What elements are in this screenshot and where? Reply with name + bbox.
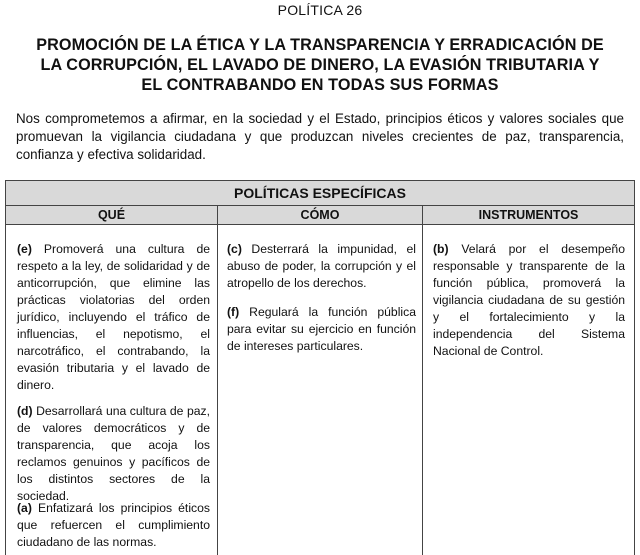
policy-item-b: [433, 241, 625, 360]
policy-item-a: [17, 500, 210, 551]
table-title: POLÍTICAS ESPECÍFICAS: [6, 181, 634, 206]
policy-item-c: [227, 241, 416, 292]
item-text: Enfatizará los principios éticos que refuercen el cumplimiento ciudadano de las normas.: [17, 501, 210, 549]
policy-number: POLÍTICA 26: [277, 2, 363, 18]
item-marker: (c): [227, 242, 242, 256]
column-header-que: QUÉ: [6, 206, 217, 225]
item-marker: (f): [227, 305, 240, 319]
column-header-como: CÓMO: [217, 206, 422, 225]
policy-item-f: [227, 304, 416, 355]
item-text: Desarrollará una cultura de paz, de valores democráticos y de transparencia, que acoja los reclamos genuinos y pacíficos de los distintos sectores de la sociedad.: [17, 404, 210, 503]
item-marker: (b): [433, 242, 449, 256]
policy-item-d: [17, 403, 210, 505]
item-text: Promoverá una cultura de respeto a la ley, de solidaridad y de anticorrupción, que elimine las prácticas violatorias del orden jurídico, incluyendo el tráfico de influencias, el nepotismo, el narcotráfico, el contrabando, la evasión tributaria y el lavado de dinero.: [17, 242, 210, 392]
column-que: [6, 225, 217, 555]
item-text: Velará por el desempeño responsable y transparente de la función pública, promoverá la vigilancia ciudadana de su gestión y el fortalecimiento y la independencia del Sistema Nacional de Control.: [433, 242, 625, 358]
item-text: Desterrará la impunidad, el abuso de poder, la corrupción y el atropello de los derechos.: [227, 242, 416, 290]
item-marker: (e): [17, 242, 32, 256]
policy-item-e: [17, 241, 210, 394]
item-marker: (a): [17, 501, 32, 515]
column-instrumentos: [422, 225, 634, 555]
policy-heading: PROMOCIÓN DE LA ÉTICA Y LA TRANSPARENCIA Y ERRADICACIÓN DE LA CORRUPCIÓN, EL LAVADO DE DINERO, LA EVASIÓN TRIBUTARIA Y EL CONTRABANDO EN TODAS SUS FORMAS: [36, 36, 604, 94]
item-text: Regulará la función pública para evitar su ejercicio en función de intereses particulares.: [227, 305, 416, 353]
column-header-instrumentos: INSTRUMENTOS: [422, 206, 634, 225]
policies-table: [5, 180, 635, 555]
intro-paragraph: Nos comprometemos a afirmar, en la sociedad y el Estado, principios éticos y valores sociales que promuevan la vigilancia ciudadana y que produzcan niveles crecientes de paz, transparencia, confianza y efectiva solidaridad.: [16, 111, 624, 162]
column-como: [217, 225, 422, 555]
item-marker: (d): [17, 404, 33, 418]
